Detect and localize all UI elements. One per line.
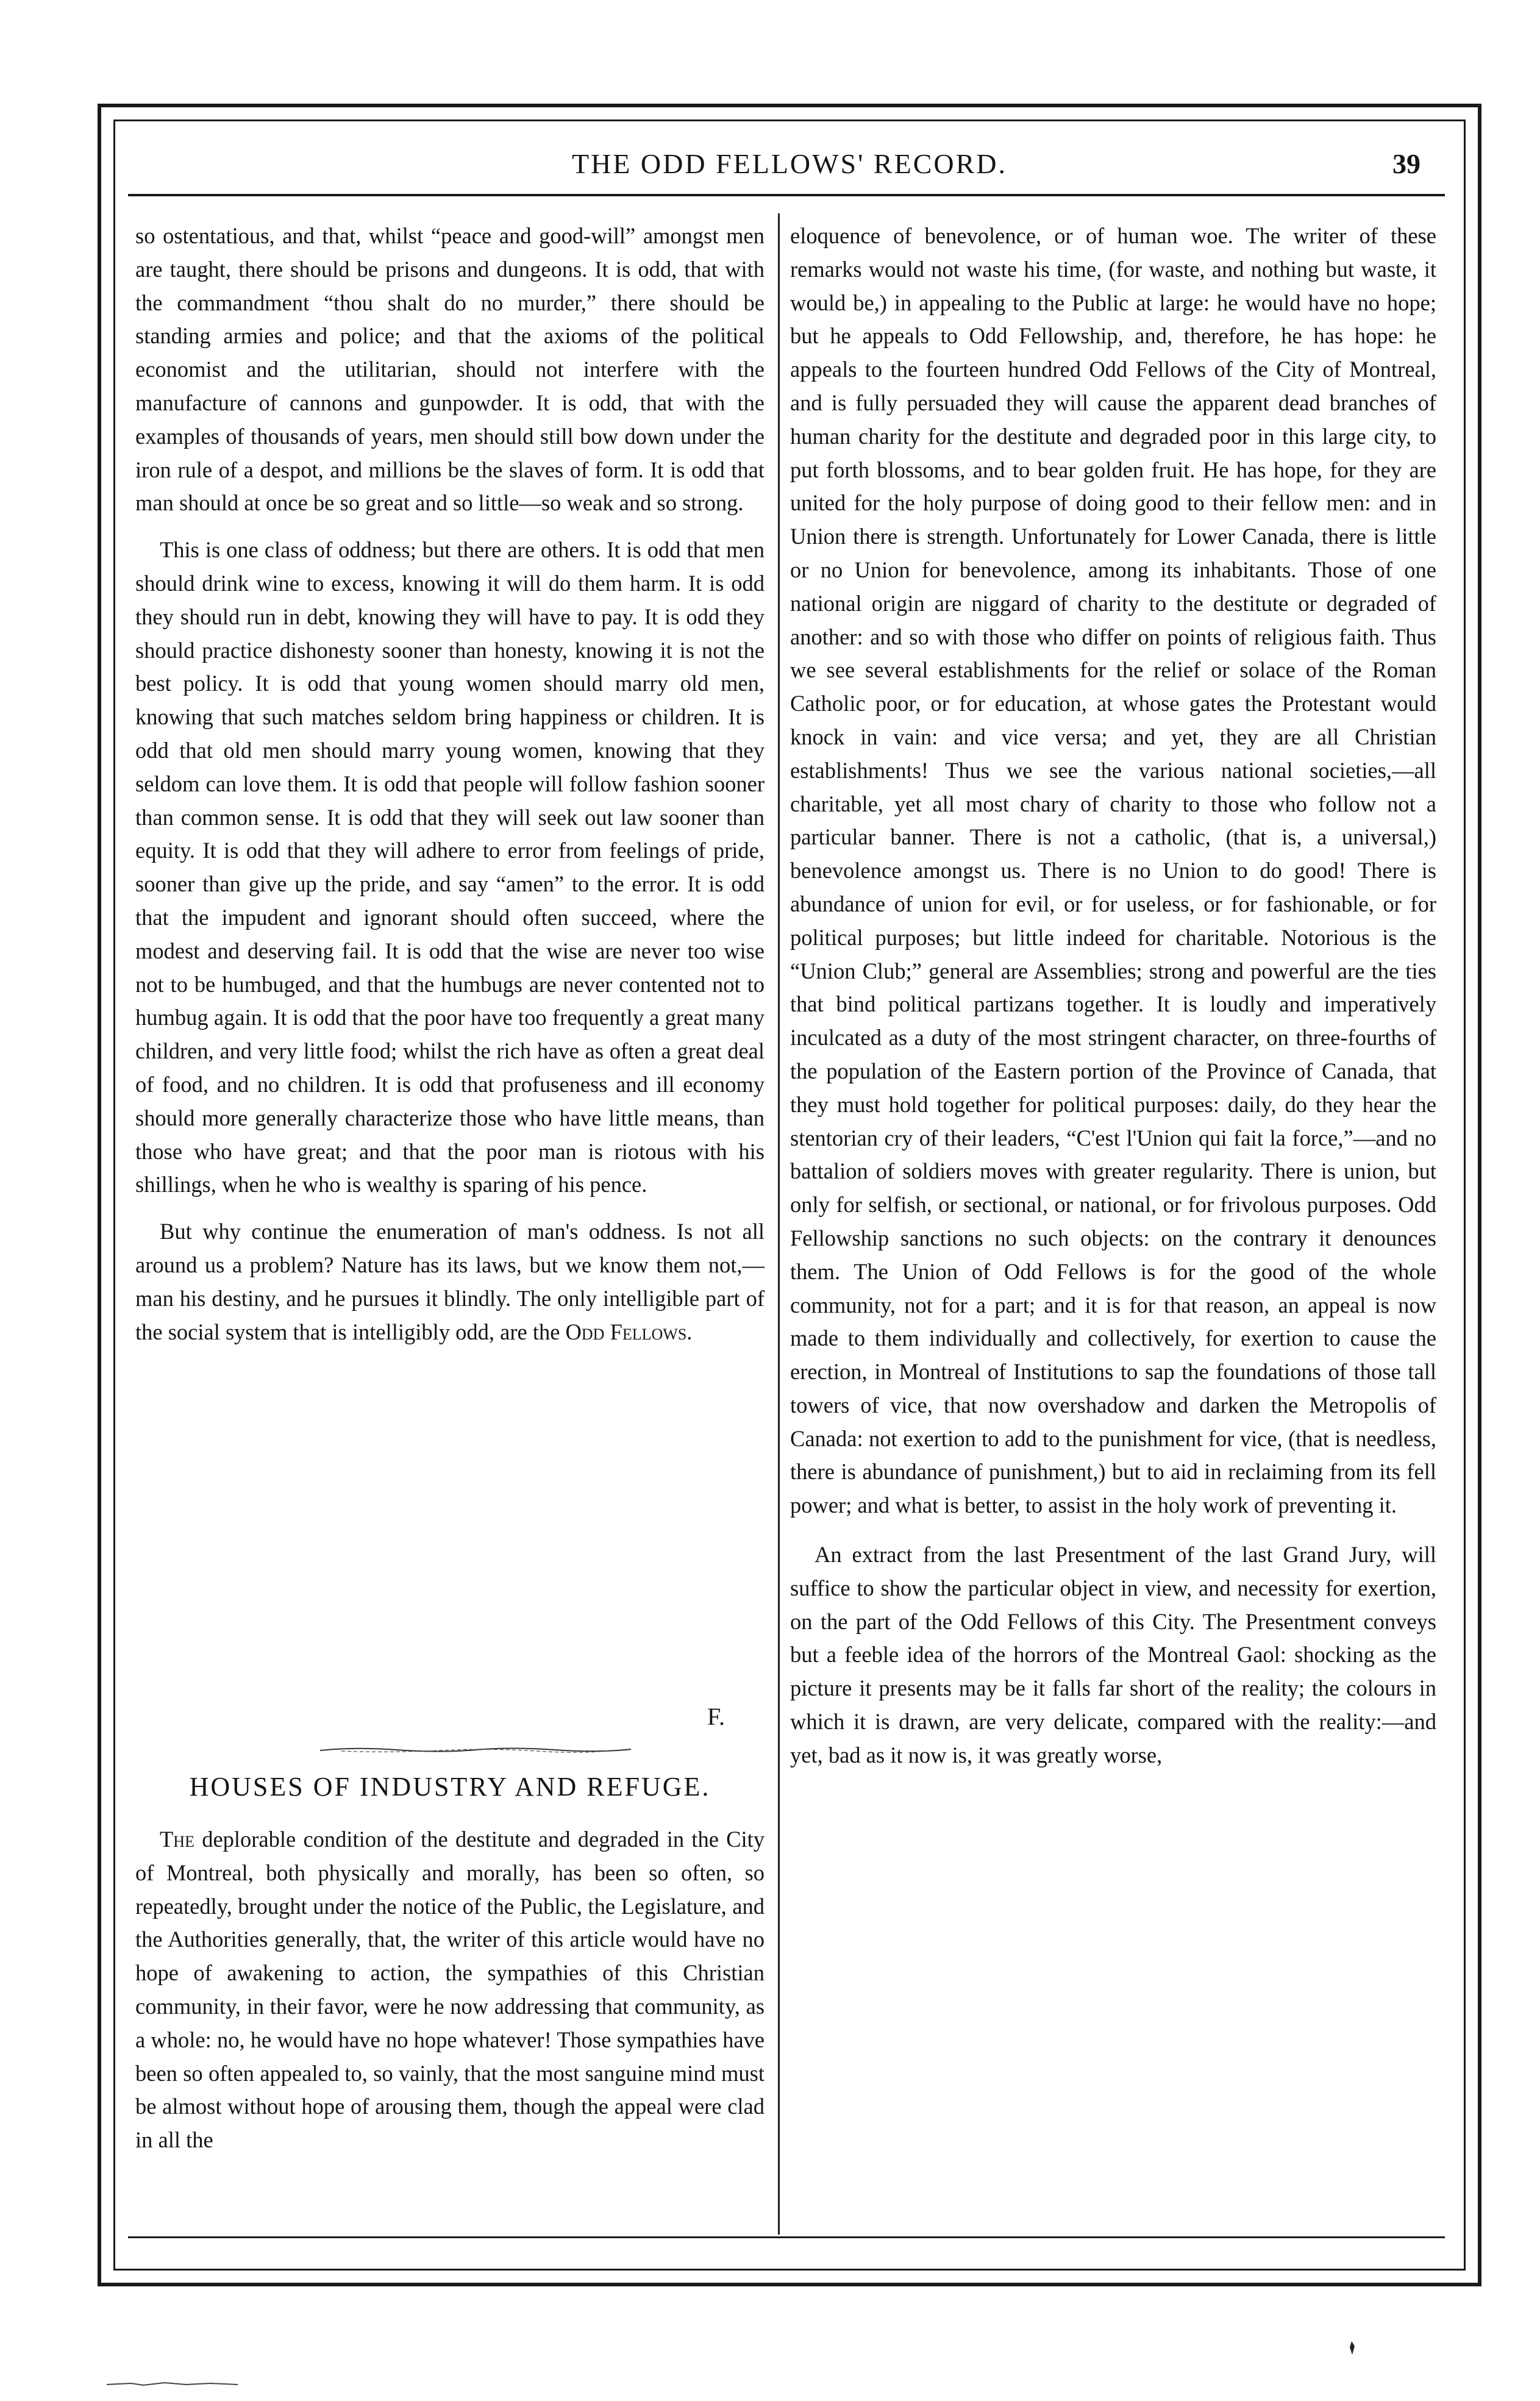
page-header xyxy=(140,148,1439,196)
article1-signature: F. xyxy=(707,1703,725,1730)
article2-paragraph-1-start xyxy=(135,1823,765,2157)
column-divider xyxy=(778,213,780,2235)
article1-paragraph-2: This is one class of oddness; but there are others. It is odd that men should drink wine to excess, knowing it will do them harm. It is odd they should run in debt, knowing they will have to pay. It is odd they should practice dishonesty sooner than honesty, knowing it is not the best policy. It is odd that young women should marry old men, knowing that such matches seldom bring happiness or children. It is odd that old men should marry young women, knowing that they seldom can love them. It is odd that people will follow fashion sooner than common sense. It is odd that they will seek out law sooner than equity. It is odd that they will adhere to error from feelings of pride, sooner than give up the pride, and say “amen” to the error. It is odd that the impudent and ignorant should often succeed, where the modest and deserving fail. It is odd that the wise are never too wise not to be humbuged, and that the humbugs are never contented not to humbug again. It is odd that the poor have too frequently a great many children, and very little food; whilst the rich have as often a great deal of food, and no children. It is odd that profuseness and ill economy should more generally characterize those who have little means, than those who have great; and that the poor man is riotous with his shillings, when he who is wealthy is sparing of his pence. xyxy=(135,537,765,1197)
article2-heading: HOUSES OF INDUSTRY AND REFUGE. xyxy=(189,1772,711,1802)
ink-mark xyxy=(1347,2341,1356,2355)
article2-paragraph-1-continued: eloquence of benevolence, or of human woe. The writer of these remarks would not waste his time, (for waste, and nothing but waste, it would be,) in appealing to the Public at large: he would have no hope; but he appeals to Odd Fellowship, and, therefore, he has hope: he appeals to the fourteen hundred Odd Fellows of the City of Montreal, and is fully persuaded they will cause the apparent dead branches of human charity for the destitute and degraded poor in this large city, to put forth blossoms, and to bear golden fruit. He has hope, for they are united for the holy purpose of doing good to their fellow men: and in Union there is strength. Unfortunately for Lower Canada, there is little or no Union for benevolence, among its inhabitants. Those of one national origin are niggard of charity to the destitute or degraded of another: and so with those who differ on points of religious faith. Thus we see several establishments for the relief or solace of the Roman Catholic poor, or for education, at whose gates the Protestant would knock in vain: and vice versa; and yet, they are all Christian establishments! Thus we see the various national societies,—all charitable, yet all most chary of charity to those who follow not a particular banner. There is not a catholic, (that is, a universal,) benevolence amongst us. There is no Union to do good! There is abundance of union for evil, or for useless, or for fashionable, or for political purposes; but little indeed for charitable. Notorious is the “Union Club;” general are Assemblies; strong and powerful are the ties that bind political partizans together. It is loudly and imperatively inculcated as a duty of the most stringent character, on three-fourths of the population of the Eastern portion of the Province of Canada, that they must hold together for political purposes: daily, do they hear the stentorian cry of their leaders, “C'est l'Union qui fait la force,”—and no battalion of soldiers moves with greater regularity. There is union, but only for selfish, or sectional, or national, or for frivolous purposes. Odd Fellowship sanctions no such objects: on the contrary it denounces them. The Union of Odd Fellows is for the good of the whole community, not for a part; and it is for that reason, an appeal is now made to them individually and collectively, for exertion to cause the erection, in Montreal of Institutions to sap the foundations of those tall towers of vice, that now overshadow and darken the Metropolis of Canada: not exertion to add to the punishment for vice, (that is needless, there is abundance of punishment,) but to aid in reclaiming from its fell power; and what is better, to assist in the holy work of preventing it. xyxy=(790,223,1436,1518)
bottom-rule xyxy=(128,2236,1445,2238)
article2-paragraph-1-left-text: deplorable condition of the destitute and degraded in the City of Montreal, both physically and morally, has been so often, so repeatedly, brought under the notice of the Public, the Legislature, and the Authorities generally, that, the writer of this article would have no hope of awakening to action, the sympathies of this Christian community, in their favor, were he now addressing that community, as a whole: no, he would have no hope whatever! Those sympathies have been so often appealed to, so vainly, that the most sanguine mind must be almost without hope of arousing them, though the appeal were clad in all the xyxy=(135,1827,765,2153)
article1-paragraph-3-text: But why continue the enumeration of man's oddness. Is not all around us a problem? Nature has its laws, but we know them not,—man his destiny, and he pursues it blindly. The only intelligible part of the social system that is intelligibly odd, are the xyxy=(135,1219,765,1344)
left-column xyxy=(135,219,765,1349)
section-ornament xyxy=(317,1745,634,1755)
page-number: 39 xyxy=(1392,148,1421,179)
article1-paragraph-3 xyxy=(135,1215,765,1349)
header-rule xyxy=(128,194,1445,196)
margin-scrap xyxy=(107,2381,238,2387)
article2-paragraph-2: An extract from the last Presentment of the last Grand Jury, will suffice to show the particular object in view, and necessity for exertion, on the part of the Odd Fellows of this City. The Presentment conveys but a feeble idea of the horrors of the Montreal Gaol: shocking as the picture it presents may be it falls far short of the reality; the colours in which it is drawn, are very delicate, compared with the reality:—and yet, bad as it now is, it was greatly worse, xyxy=(790,1542,1436,1768)
article1-paragraph-1: so ostentatious, and that, whilst “peace and good-will” amongst men are taught, there should be prisons and dungeons. It is odd, that with the commandment “thou shalt do no murder,” there should be standing armies and police; and that the axioms of the political economist and the utilitarian, should not interfere with the manufacture of cannons and gunpowder. It is odd, that with the examples of thousands of years, men should still bow down under the iron rule of a despot, and millions be the slaves of form. It is odd that man should at once be so great and so little—so weak and so strong. xyxy=(135,223,765,516)
left-column-lower xyxy=(135,1823,765,2157)
running-title: THE ODD FELLOWS' RECORD. xyxy=(571,148,1008,179)
right-column xyxy=(790,219,1436,1772)
article1-closing-words: Odd Fellows. xyxy=(565,1319,693,1344)
article2-lead-word: The xyxy=(160,1827,194,1852)
